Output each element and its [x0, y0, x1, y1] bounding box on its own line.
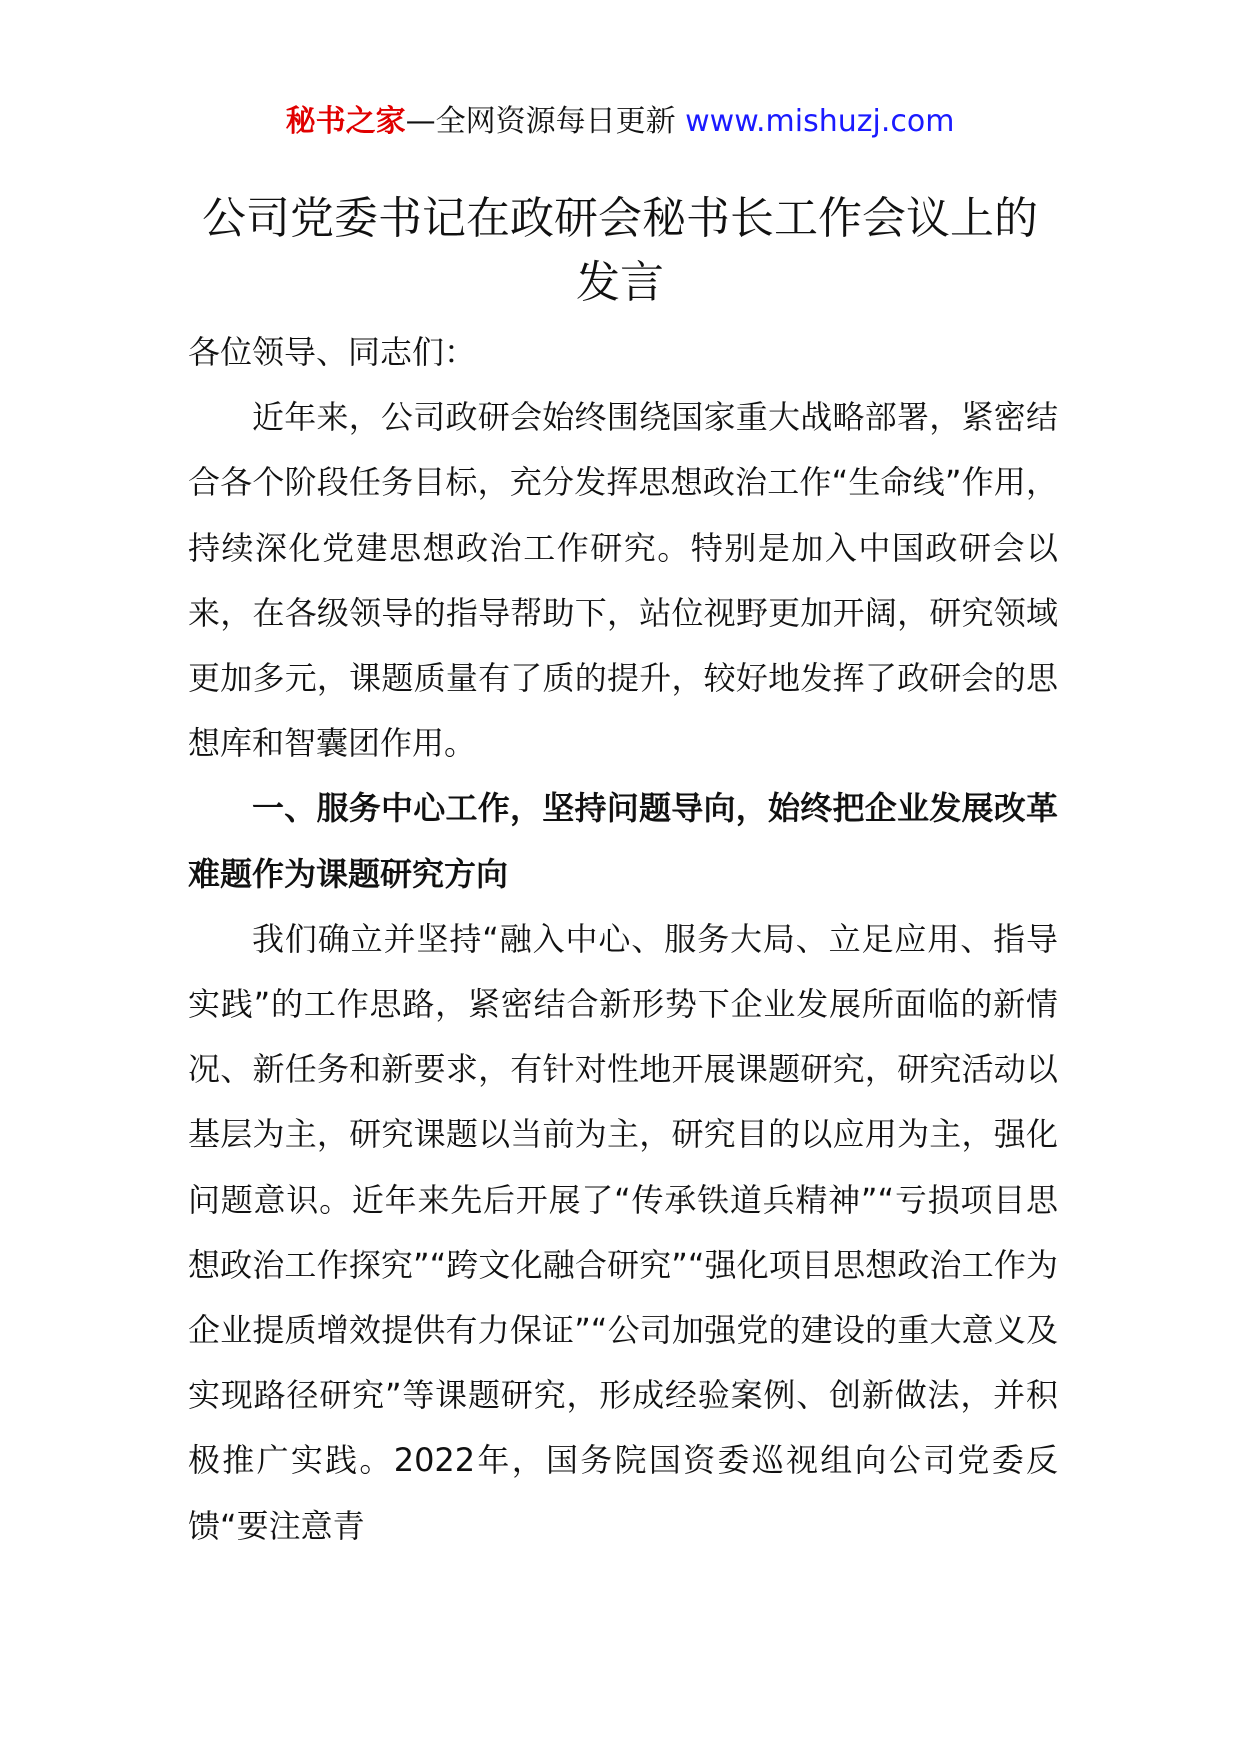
paragraph-intro: 近年来，公司政研会始终围绕国家重大战略部署，紧密结合各个阶段任务目标，充分发挥思想政治工作“生命线”作用，持续深化党建思想政治工作研究。特别是加入中国政研会以来，在各级领导的指导帮助下，站位视野更加开阔，研究领域更加多元，课题质量有了质的提升，较好地发挥了政研会的思想库和智囊团作用。: [188, 398, 1058, 763]
brand-name: 秘书之家: [285, 104, 406, 139]
document-body: [188, 320, 1058, 1559]
section-heading-1: 一、服务中心工作，坚持问题导向，始终把企业发展改革难题作为课题研究方向: [188, 789, 1058, 893]
paragraph-section-1: 我们确立并坚持“融入中心、服务大局、立足应用、指导实践”的工作思路，紧密结合新形势下企业发展所面临的新情况、新任务和新要求，有针对性地开展课题研究，研究活动以基层为主，研究课题以当前为主，研究目的以应用为主，强化问题意识。近年来先后开展了“传承铁道兵精神”“亏损项目思想政治工作探究”“跨文化融合研究”“强化项目思想政治工作为企业提质增效提供有力保证”“公司加强党的建设的重大意义及实现路径研究”等课题研究，形成经验案例、创新做法，并积极推广实践。2022年，国务院国资委巡视组向公司党委反馈“要注意青: [188, 919, 1058, 1545]
site-header: [0, 102, 1240, 142]
site-url[interactable]: www.mishuzj.com: [685, 104, 955, 139]
greeting: 各位领导、同志们：: [188, 333, 477, 371]
site-slogan: —全网资源每日更新: [405, 104, 676, 139]
document-title: 公司党委书记在政研会秘书长工作会议上的发言: [202, 193, 1038, 309]
